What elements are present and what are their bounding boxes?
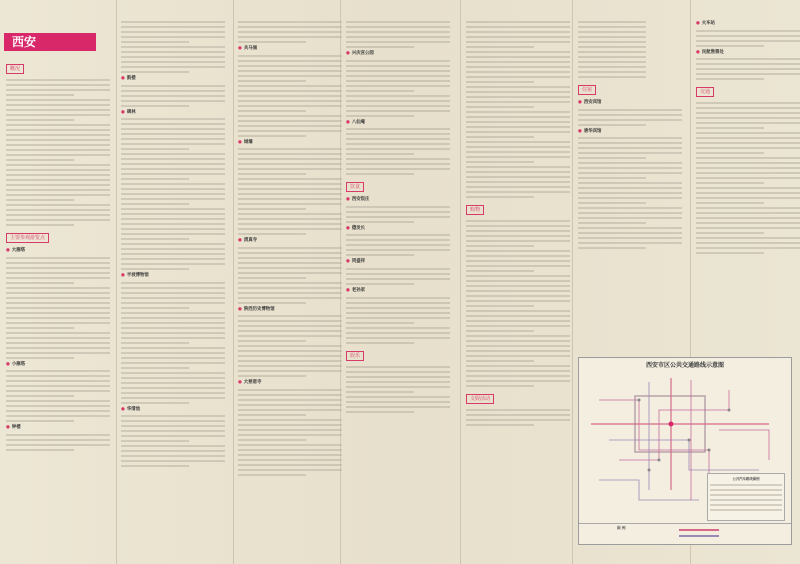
bullet-item: ● 火车站: [696, 21, 800, 27]
map-title: 西安市区公共交通路线示意图: [645, 362, 724, 369]
column-7: [696, 18, 800, 257]
column-6: [578, 18, 682, 252]
bullet-item: ● 八仙庵: [346, 120, 450, 126]
column-3: [238, 18, 342, 479]
column-4: [346, 18, 450, 416]
bullet-item: ● 西安宾馆: [578, 100, 682, 106]
bullet-item: ● 老孙家: [346, 288, 450, 294]
fold-line: [116, 0, 117, 564]
city-title: 西安: [4, 33, 96, 51]
transit-map: [578, 357, 792, 545]
bullet-item: ● 民航售票处: [696, 50, 800, 56]
section-entertainment: 娱乐: [346, 351, 364, 361]
bullet-item: ● 清真寺: [238, 238, 342, 244]
map-legend-bar: [579, 523, 791, 544]
map-legend: [707, 473, 785, 521]
section-attractions: 主要参观游览点: [6, 233, 49, 243]
bullet-item: ● 鼓楼: [121, 76, 225, 82]
legend-bottom-title: 图 例: [617, 526, 626, 530]
section-lodging: 住宿: [578, 85, 596, 95]
bullet-item: ● 大雁塔: [6, 248, 110, 254]
section-transport: 交通: [696, 87, 714, 97]
fold-line: [460, 0, 461, 564]
fold-line: [233, 0, 234, 564]
legend-title: 公共汽车路线图例: [732, 477, 760, 481]
bullet-item: ● 唐华宾馆: [578, 129, 682, 135]
bullet-item: ● 半坡博物馆: [121, 273, 225, 279]
bullet-item: ● 华清池: [121, 407, 225, 413]
bullet-item: ● 兵马俑: [238, 46, 342, 52]
bullet-item: ● 兴庆宫公园: [346, 51, 450, 57]
column-5: [466, 18, 570, 429]
bullet-item: ● 碑林: [121, 110, 225, 116]
section-shopping: 购物: [466, 205, 484, 215]
section-culture: 文娱活动: [466, 394, 494, 404]
bullet-item: ● 德发长: [346, 226, 450, 232]
fold-line: [572, 0, 573, 564]
column-1: [6, 60, 110, 454]
bullet-item: ● 西安饭庄: [346, 197, 450, 203]
column-2: [121, 18, 225, 470]
bullet-item: ● 陕西历史博物馆: [238, 307, 342, 313]
section-food: 饮食: [346, 182, 364, 192]
bullet-item: ● 大慈恩寺: [238, 380, 342, 386]
bullet-item: ● 小雁塔: [6, 362, 110, 368]
bullet-item: ● 城墙: [238, 140, 342, 146]
section-overview: 概况: [6, 64, 24, 74]
bullet-item: ● 同盛祥: [346, 259, 450, 265]
bullet-item: ● 钟楼: [6, 425, 110, 431]
